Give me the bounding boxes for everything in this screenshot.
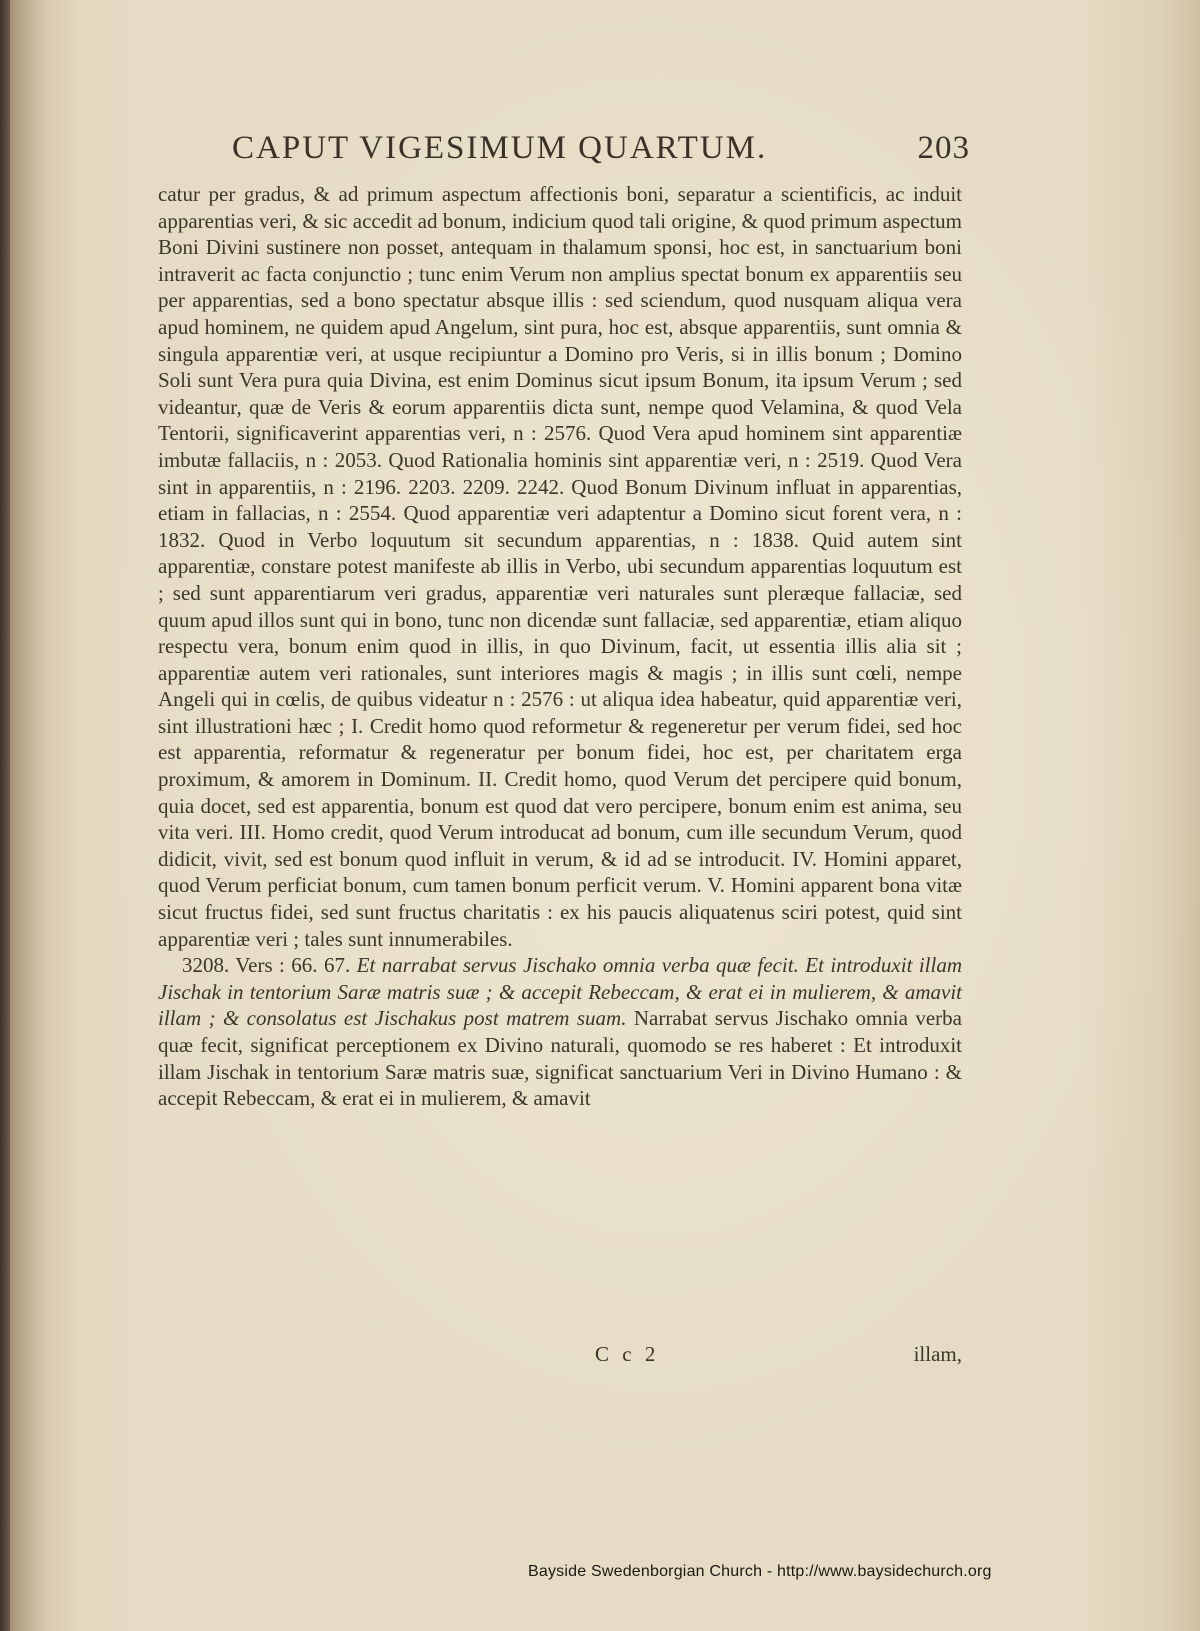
paragraph-text: Narrabat servus Jischako omnia verba quæ fecit, significat perceptionem ex Divino naturali, quomodo se res haberet : Et introduxit illam Jischak in tentorium Saræ matris suæ, significat sanctuarium Veri in Divino Humano : & accepit Rebeccam, & erat ei in mulierem, & amavit [158, 1006, 962, 1111]
paragraph-continuation: catur per gradus, & ad primum aspectum affectionis boni, separatur a scientificis, ac induit apparentias veri, & sic accedit ad bonum, indicium quod tali origine, & quod primum aspectum Boni Divini sustinere non posset, antequam in thalamum sponsi, hoc est, in sanctuarium boni intraverit ac facta conjunctio ; tunc enim Verum non amplius spectat bonum ex apparentiis seu per apparentias, sed a bono spectatur absque illis : sed sciendum, quod nusquam aliqua vera apud hominem, ne quidem apud Angelum, sint pura, hoc est, absque apparentiis, sunt omnia & singula apparentiæ veri, at usque recipiuntur a Domino pro Veris, si in illis bonum ; Domino Soli sunt Vera pura quia Divina, est enim Dominus sicut ipsum Bonum, ita ipsum Verum ; sed videantur, quæ de Veris & eorum apparentiis dicta sunt, nempe quod Velamina, & quod Vela Tentorii, significaverint apparentias veri, n : 2576. Quod Vera apud hominem sint apparentiæ imbutæ fallaciis, n : 2053. Quod Rationalia hominis sint apparentiæ veri, n : 2519. Quod Vera sint in apparentiis, n : 2196. 2203. 2209. 2242. Quod Bonum Divinum influat in apparentias, etiam in fallacias, n : 2554. Quod apparentiæ veri adaptentur a Domino sicut forent vera, n : 1832. Quod in Verbo loquutum sit secundum apparentias, n : 1838. Quid autem sint apparentiæ, constare potest manifeste ab illis in Verbo, ubi secundum apparentias loquutum est ; sed sunt apparentiarum veri gradus, apparentiæ veri naturales sunt pleræque fallaciæ, sed quum apud illos sunt qui in bono, tunc non dicendæ sunt fallaciæ, sed apparentiæ, etiam aliquo respectu vera, bonum enim quod in illis, in quo Divinum, facit, ut essentia illis alia sit ; apparentiæ autem veri rationales, sunt interiores magis & magis ; in illis sunt cœli, nempe Angeli qui in cœlis, de quibus videatur n : 2576 : ut aliqua idea habeatur, quid apparentiæ veri, sint illustrationi hæc ; I. Credit homo quod reformetur & regeneretur per verum fidei, sed hoc est apparentia, reformatur & regeneratur per bonum fidei, hoc est, per charitatem erga proximum, & amorem in Dominum. II. Credit homo, quod Verum det percipere quid bonum, quia docet, sed est apparentia, bonum est quod dat vero percipere, bonum enim est anima, seu vita veri. III. Homo credit, quod Verum introducat ad bonum, cum ille secundum Verum, quod didicit, vivit, sed est bonum quod influit in verum, & id ad se introducit. IV. Homini apparet, quod Verum perficiat bonum, cum tamen bonum perficit verum. V. Homini apparent bona vitæ sicut fructus fidei, sed sunt fructus charitatis : ex his paucis aliquatenus sciri potest, quid sint apparentiæ veri ; tales sunt innumerabiles. [158, 182, 962, 951]
paragraph-3208 [158, 952, 962, 1112]
book-spine-shadow [0, 0, 10, 1631]
catchword: illam, [913, 1342, 962, 1366]
signature-mark: C c 2 [595, 1342, 660, 1366]
body-text [158, 181, 962, 1112]
chapter-title: CAPUT VIGESIMUM QUARTUM. [232, 130, 768, 166]
paragraph-number: 3208. Vers : 66. 67. [182, 953, 351, 978]
scripture-verse: Et narrabat servus Jischako omnia verba quæ fecit. Et introduxit illam Jischak in tentorium Saræ matris suæ ; & accepit Rebeccam, & erat ei in mulierem, & amavit illam ; & consolatus est Jischakus post matrem suam. [158, 953, 963, 1031]
page-number: 203 [917, 130, 970, 166]
running-head [160, 130, 970, 174]
watermark-credit: Bayside Swedenborgian Church - http://www.baysidechurch.org [528, 1563, 992, 1580]
